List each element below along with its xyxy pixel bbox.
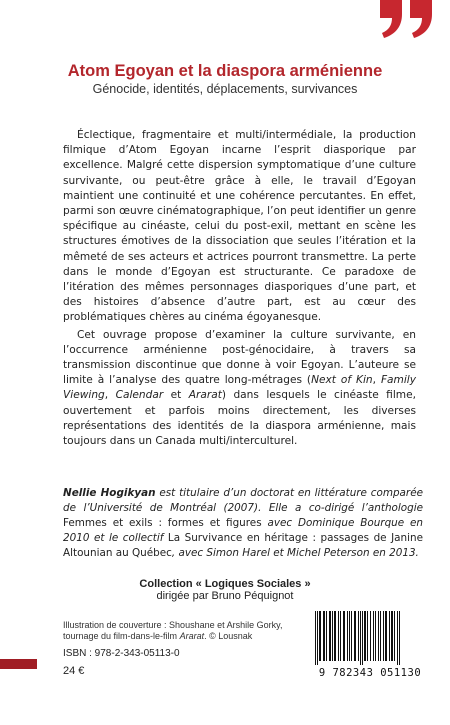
barcode-bar <box>332 611 333 661</box>
separator: , <box>372 374 381 387</box>
barcode-bar <box>351 611 352 661</box>
barcode-bar <box>347 611 348 661</box>
barcode-bar <box>394 611 395 661</box>
work-title: Femmes et exils : formes et figures <box>63 517 262 529</box>
credits-line-2 <box>63 631 303 642</box>
red-accent-bar <box>0 659 37 669</box>
cover-credits <box>63 620 303 642</box>
barcode-bar <box>370 611 371 661</box>
credits-text: . © Lousnak <box>204 631 253 641</box>
barcode-bar <box>317 611 318 665</box>
barcode-bar <box>373 611 374 661</box>
barcode-bar <box>375 611 376 661</box>
paragraph-2-text-a: Cet ouvrage propose d’examiner la culture survivante, en l’occurrence arménienne post-génocidaire, à travers sa transmission discontinue que donne à voir Egoyan. L’auteure se limite à l’analyse des quatre long-métrages ( <box>63 328 416 387</box>
barcode-bar <box>323 611 325 661</box>
barcode-bar <box>399 611 400 665</box>
back-cover-description <box>63 128 416 449</box>
barcode-bar <box>340 611 341 661</box>
credits-film-title: Ararat <box>179 631 205 641</box>
author-bio-text: , avec Simon Harel et Michel Peterson en 2013. <box>171 547 419 559</box>
barcode-bar <box>319 611 321 661</box>
barcode-bar <box>360 611 361 665</box>
collection-info <box>0 578 450 602</box>
work-title: La Survivance en héritage : passages de Janine Altounian au Québec <box>63 532 423 559</box>
film-title: Next of Kin <box>311 374 373 387</box>
separator: et <box>163 389 189 402</box>
barcode-bar <box>389 611 390 661</box>
price: 24 € <box>63 665 85 677</box>
author-bio <box>63 486 423 561</box>
author-bio-text: est titulaire d’un doctorat en littérature comparée de l’Université de Montréal (2007). Elle a co-dirigé l’anthologie <box>63 487 423 514</box>
barcode-bar <box>329 611 331 661</box>
barcode-bar <box>367 611 368 661</box>
film-title: Calendar <box>115 389 164 402</box>
barcode-bar <box>362 611 363 665</box>
barcode <box>305 609 435 680</box>
barcode-bar <box>364 611 366 661</box>
film-title: Ararat <box>188 389 222 402</box>
description-paragraph-2 <box>63 328 416 450</box>
separator: , <box>104 389 116 402</box>
paragraph-2-text-b: ) dans lesquels le cinéaste filme, ouvertement et parfois moins directement, les diverses représentations des identités de la diaspora arménienne, mais toujours dans un Canada multi/interculturel. <box>63 389 416 448</box>
quote-mark-icon <box>374 0 438 44</box>
barcode-bar <box>397 611 398 665</box>
barcode-bars <box>305 609 435 667</box>
barcode-bar <box>326 611 327 661</box>
credits-text: tournage du film-dans-le-film <box>63 631 180 641</box>
book-subtitle: Génocide, identités, déplacements, survivances <box>92 82 358 96</box>
barcode-bar <box>343 611 345 661</box>
barcode-bar <box>378 611 379 661</box>
author-bio-text: avec Dominique Bourque en 2010 et le collectif <box>63 517 423 544</box>
author-name: Nellie Hogikyan <box>63 487 156 499</box>
isbn: ISBN : 978-2-343-05113-0 <box>63 648 180 659</box>
barcode-bar <box>354 611 356 661</box>
film-title: Family Viewing <box>63 374 416 402</box>
collection-director: dirigée par Bruno Péquignot <box>156 590 294 602</box>
barcode-bar <box>338 611 339 661</box>
description-paragraph-1: Éclectique, fragmentaire et multi/intermédiale, la production filmique d’Atom Egoyan incarne l’esprit diasporique par excellence. Malgré cette dispersion symptomatique d’une culture survivante, ou peut-être grâce à elle, le travail d’Egoyan maintient une continuité et une cohérence percutantes. En effet, parmi son œuvre cinématographique, l’on peut identifier un genre spécifique au cinéaste, celui du post-exil, mettant en scène les structures émotives de la dissociation que seules l’itération et la mêmeté de ses acteurs et actrices pourront transmettre. La perte dans le monde d’Egoyan est structurante. Ce paradoxe de l’itération des mêmes personnages diasporiques d’une part, et des histoires d’absence d’autre part, est au cœur des problématiques chères au cinéma égoyanesque. <box>63 129 416 324</box>
barcode-bar <box>380 611 381 661</box>
barcode-number: 9 782343 051130 <box>318 667 422 679</box>
collection-name: Collection « Logiques Sociales » <box>139 578 311 590</box>
barcode-bar <box>315 611 316 665</box>
barcode-bar <box>383 611 384 661</box>
barcode-bar <box>334 611 336 661</box>
barcode-bar <box>349 611 350 661</box>
barcode-bar <box>358 611 359 661</box>
book-title: Atom Egoyan et la diaspora arménienne <box>67 62 383 80</box>
barcode-bar <box>391 611 393 661</box>
credits-line-1: Illustration de couverture : Shoushane et Arshile Gorky, <box>63 620 283 630</box>
barcode-bar <box>385 611 387 661</box>
